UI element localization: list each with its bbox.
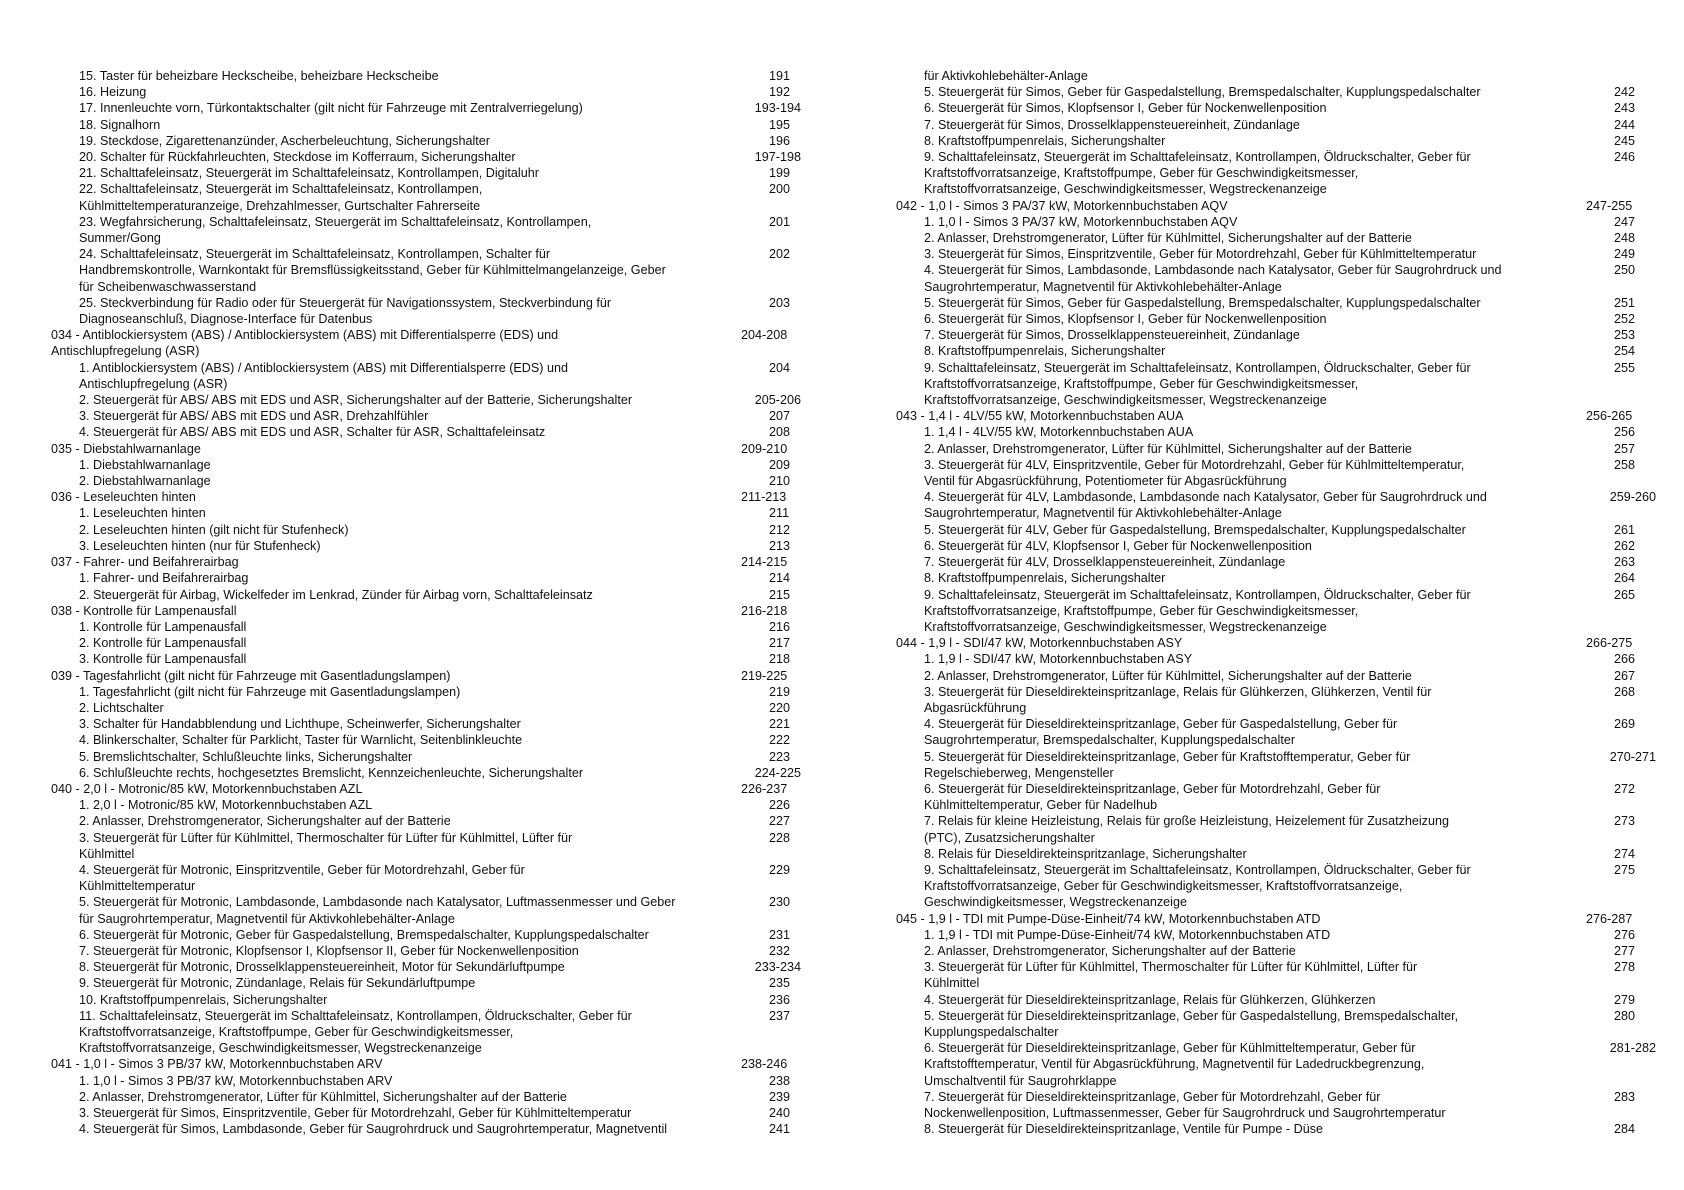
toc-entry-text: 1. 2,0 l - Motronic/85 kW, Motorkennbuchstaben AZL	[79, 798, 373, 813]
toc-entry-text: 8. Kraftstoffpumpenrelais, Sicherungshalter	[924, 344, 1166, 359]
toc-subentry	[51, 165, 801, 181]
toc-page-number: 205-206	[754, 393, 801, 408]
toc-subentry	[51, 1121, 801, 1137]
toc-subentry	[896, 214, 1656, 230]
toc-entry-text: 2. Steuergerät für ABS/ ABS mit EDS und ASR, Sicherungshalter auf der Batterie, Sicherungshalter	[79, 393, 633, 408]
toc-entry-text: 8. Steuergerät für Dieseldirekteinspritzanlage, Ventile für Pumpe - Düse	[924, 1122, 1324, 1137]
toc-subentry	[896, 570, 1656, 586]
toc-entry-text: 2. Steuergerät für Airbag, Wickelfeder im Lenkrad, Zünder für Airbag vorn, Schalttafeleinsatz	[79, 587, 593, 602]
toc-subentry	[896, 684, 1656, 716]
toc-page-number: 226-237	[741, 781, 788, 796]
toc-page-number: 204	[769, 360, 791, 375]
toc-subentry	[896, 327, 1656, 343]
toc-subentry	[51, 570, 801, 586]
toc-subentry	[51, 943, 801, 959]
toc-page-number: 241	[769, 1122, 791, 1137]
toc-subentry	[51, 246, 801, 295]
toc-entry-text: 2. Anlasser, Drehstromgenerator, Lüfter für Kühlmittel, Sicherungshalter auf der Batterie	[924, 441, 1412, 456]
toc-column-right	[896, 68, 1656, 1137]
toc-entry-text: 19. Steckdose, Zigarettenanzünder, Ascherbeleuchtung, Sicherungshalter	[79, 133, 490, 148]
toc-page-number: 278	[1614, 960, 1636, 975]
toc-page-number: 276-287	[1586, 911, 1633, 926]
toc-page-number: 264	[1614, 571, 1636, 586]
toc-entry-text: 11. Schalttafeleinsatz, Steuergerät im Schalttafeleinsatz, Kontrollampen, Öldruckschalter, Geber für Kraftstoffvorratsanzeige, Kraftstoffpumpe, Geber für Geschwindigkeitsmesser, Kraftstoffvorratsanzeige, Geschwindigkeitsmesser, Wegstreckenanzeige	[79, 1008, 632, 1056]
toc-entry-text: 1. Leseleuchten hinten	[79, 506, 206, 521]
toc-page-number: 193-194	[754, 101, 801, 116]
toc-subentry	[51, 959, 801, 975]
toc-continuation-line	[896, 68, 1656, 84]
toc-page-number: 199	[769, 166, 791, 181]
toc-page-number: 202	[769, 247, 791, 262]
toc-section-entry	[51, 781, 801, 797]
toc-page-number: 253	[1614, 328, 1636, 343]
toc-subentry	[51, 1105, 801, 1121]
toc-entry-text: 6. Steuergerät für Dieseldirekteinspritzanlage, Geber für Kühlmitteltemperatur, Geber für Kraftstofftemperatur, Ventil für Abgasrückführung, Magnetventil für Ladedruckbegrenzung, Umschaltventil für Saugrohrklappe	[924, 1041, 1425, 1088]
toc-entry-text: 2. Leseleuchten hinten (gilt nicht für Stufenheck)	[79, 522, 349, 537]
toc-subentry	[896, 457, 1656, 489]
toc-subentry	[896, 117, 1656, 133]
toc-entry-text: 5. Steuergerät für Dieseldirekteinspritzanlage, Geber für Kraftstofftemperatur, Geber für Regelschieberweg, Mengensteller	[924, 749, 1411, 780]
toc-entry-text: 10. Kraftstoffpumpenrelais, Sicherungshalter	[79, 992, 328, 1007]
toc-page-number: 223	[769, 749, 791, 764]
toc-entry-text: 3. Leseleuchten hinten (nur für Stufenheck)	[79, 538, 321, 553]
toc-entry-text: 5. Steuergerät für Simos, Geber für Gaspedalstellung, Bremspedalschalter, Kupplungspedalschalter	[924, 295, 1481, 310]
toc-entry-text: 24. Schalttafeleinsatz, Steuergerät im Schalttafeleinsatz, Kontrollampen, Schalter für Handbremskontrolle, Warnkontakt für Bremsflüssigkeitsstand, Geber für Kühlmittelmangelanzeige, Geber für Scheibenwaschwasserstand	[79, 247, 666, 294]
toc-entry-text: 4. Steuergerät für Simos, Lambdasonde, Lambdasonde nach Katalysator, Geber für Saugrohrdruck und Saugrohrtemperatur, Magnetventil für Aktivkohlebehälter-Anlage	[924, 263, 1502, 294]
toc-page-number: 249	[1614, 247, 1636, 262]
toc-entry-text: 6. Steuergerät für Simos, Klopfsensor I, Geber für Nockenwellenposition	[924, 312, 1327, 327]
toc-entry-text: 2. Kontrolle für Lampenausfall	[79, 636, 247, 651]
toc-subentry	[51, 538, 801, 554]
toc-page-number: 196	[769, 133, 791, 148]
toc-page-number: 207	[769, 409, 791, 424]
toc-subentry	[896, 311, 1656, 327]
toc-page-number: 201	[769, 214, 791, 229]
toc-page-number: 275	[1614, 862, 1636, 877]
toc-section-entry	[896, 911, 1656, 927]
toc-entry-text: 3. Steuergerät für Simos, Einspritzventile, Geber für Motordrehzahl, Geber für Kühlmitteltemperatur	[79, 1106, 632, 1120]
toc-entry-text: 5. Steuergerät für Motronic, Lambdasonde, Lambdasonde nach Katalysator, Luftmassenmesser und Geber für Saugrohrtemperatur, Magnetventil für Aktivkohlebehälter-Anlage	[79, 895, 676, 926]
toc-subentry	[896, 246, 1656, 262]
toc-subentry	[51, 360, 801, 392]
toc-subentry	[51, 684, 801, 700]
toc-page-number: 214	[769, 571, 791, 586]
toc-entry-text: 5. Bremslichtschalter, Schlußleuchte links, Sicherungshalter	[79, 749, 413, 764]
toc-page-number: 192	[769, 85, 791, 100]
toc-subentry	[896, 149, 1656, 198]
toc-entry-text: 20. Schalter für Rückfahrleuchten, Steckdose im Kofferraum, Sicherungshalter	[79, 150, 516, 165]
toc-page-number: 215	[769, 587, 791, 602]
toc-subentry	[51, 295, 801, 327]
toc-subentry	[51, 927, 801, 943]
toc-subentry	[896, 1008, 1656, 1040]
toc-subentry	[51, 813, 801, 829]
toc-page-number: 239	[769, 1089, 791, 1104]
toc-section-entry	[896, 198, 1656, 214]
toc-section-entry	[51, 554, 801, 570]
toc-section-entry	[51, 441, 801, 457]
toc-page-number: 216-218	[741, 603, 788, 618]
toc-entry-text: 4. Steuergerät für Motronic, Einspritzventile, Geber für Motordrehzahl, Geber für Kühlmitteltemperatur	[79, 862, 525, 894]
toc-page-number: 230	[769, 895, 791, 910]
toc-page-number: 220	[769, 700, 791, 715]
toc-subentry	[51, 214, 801, 246]
toc-page-number: 218	[769, 652, 791, 667]
toc-page-number: 261	[1614, 522, 1636, 537]
toc-page-number: 272	[1614, 781, 1636, 796]
toc-subentry	[896, 992, 1656, 1008]
toc-entry-text: 4. Steuergerät für 4LV, Lambdasonde, Lambdasonde nach Katalysator, Geber für Saugrohrdruck und Saugrohrtemperatur, Magnetventil für Aktivkohlebehälter-Anlage	[924, 490, 1487, 521]
toc-entry-text: 7. Steuergerät für Simos, Drosselklappensteuereinheit, Zündanlage	[924, 328, 1300, 343]
toc-subentry	[51, 975, 801, 991]
toc-entry-text: 038 - Kontrolle für Lampenausfall	[51, 603, 237, 618]
toc-entry-text: 3. Steuergerät für 4LV, Einspritzventile, Geber für Motordrehzahl, Geber für Kühlmitteltemperatur, Ventil für Abgasrückführung, Potentiometer für Abgasrückführung	[924, 457, 1465, 489]
toc-page-number: 209	[769, 457, 791, 472]
toc-entry-text: 23. Wegfahrsicherung, Schalttafeleinsatz, Steuergerät im Schalttafeleinsatz, Kontrollampen, Summer/Gong	[79, 214, 592, 246]
toc-column-left	[51, 68, 801, 1137]
toc-subentry	[896, 295, 1656, 311]
toc-entry-text: 1. Antiblockiersystem (ABS) / Antiblockiersystem (ABS) mit Differentialsperre (EDS) und Antischlupfregelung (ASR)	[79, 360, 568, 391]
toc-page-number: 222	[769, 733, 791, 748]
toc-entry-text: 037 - Fahrer- und Beifahrerairbag	[51, 555, 239, 570]
toc-page-number: 283	[1614, 1089, 1636, 1104]
toc-section-entry	[51, 603, 801, 619]
toc-entry-text: 21. Schalttafeleinsatz, Steuergerät im Schalttafeleinsatz, Kontrollampen, Digitaluhr	[79, 166, 539, 181]
toc-entry-text: 3. Steuergerät für Lüfter für Kühlmittel, Thermoschalter für Lüfter für Kühlmittel, Lüfter für Kühlmittel	[79, 830, 573, 861]
toc-entry-text: 9. Steuergerät für Motronic, Zündanlage, Relais für Sekundärluftpumpe	[79, 976, 476, 991]
toc-page-number: 244	[1614, 117, 1636, 132]
toc-page-number: 226	[769, 798, 791, 813]
toc-entry-text: 045 - 1,9 l - TDI mit Pumpe-Düse-Einheit/74 kW, Motorkennbuchstaben ATD	[896, 911, 1321, 926]
toc-subentry	[896, 1121, 1656, 1137]
toc-entry-text: 3. Schalter für Handabblendung und Lichthupe, Scheinwerfer, Sicherungshalter	[79, 717, 521, 732]
toc-section-entry	[51, 489, 801, 505]
toc-entry-text: 041 - 1,0 l - Simos 3 PB/37 kW, Motorkennbuchstaben ARV	[51, 1057, 383, 1072]
toc-subentry	[51, 749, 801, 765]
toc-page-number: 246	[1614, 150, 1636, 165]
toc-entry-text: 9. Schalttafeleinsatz, Steuergerät im Schalttafeleinsatz, Kontrollampen, Öldruckschalter, Geber für Kraftstoffvorratsanzeige, Kraftstoffpumpe, Geber für Geschwindigkeitsmesser, Kraftstoffvorratsanzeige, Geschwindigkeitsmesser, Wegstreckenanzeige	[924, 360, 1471, 408]
toc-subentry	[51, 84, 801, 100]
toc-subentry	[896, 959, 1656, 991]
toc-page-number: 221	[769, 717, 791, 732]
toc-page-number: 233-234	[754, 960, 801, 975]
toc-page-number: 245	[1614, 133, 1636, 148]
toc-subentry	[51, 1089, 801, 1105]
toc-entry-text: 2. Anlasser, Drehstromgenerator, Lüfter für Kühlmittel, Sicherungshalter auf der Batterie	[924, 231, 1412, 246]
toc-entry-text: 8. Kraftstoffpumpenrelais, Sicherungshalter	[924, 571, 1166, 586]
toc-page-number: 219	[769, 684, 791, 699]
toc-page-number: 197-198	[754, 150, 801, 165]
toc-subentry	[51, 181, 801, 213]
toc-entry-text: 17. Innenleuchte vorn, Türkontaktschalter (gilt nicht für Fahrzeuge mit Zentralverriegelung)	[79, 101, 583, 116]
toc-page-number: 250	[1614, 263, 1636, 278]
toc-subentry	[51, 100, 801, 116]
toc-page-number: 204-208	[741, 328, 788, 343]
toc-entry-text: 2. Diebstahlwarnanlage	[79, 474, 211, 489]
toc-subentry	[51, 522, 801, 538]
toc-subentry	[896, 84, 1656, 100]
toc-subentry	[51, 732, 801, 748]
toc-entry-text: 4. Steuergerät für Dieseldirekteinspritzanlage, Geber für Gaspedalstellung, Geber für Saugrohrtemperatur, Bremspedalschalter, Kupplungspedalschalter	[924, 717, 1398, 748]
toc-entry-text: 4. Steuergerät für Dieseldirekteinspritzanlage, Relais für Glühkerzen, Glühkerzen	[924, 992, 1376, 1007]
toc-entry-text: 3. Steuergerät für ABS/ ABS mit EDS und ASR, Drehzahlfühler	[79, 409, 429, 424]
toc-page-number: 257	[1614, 441, 1636, 456]
toc-subentry	[51, 992, 801, 1008]
toc-page-number: 258	[1614, 457, 1636, 472]
toc-entry-text: 7. Steuergerät für Simos, Drosselklappensteuereinheit, Zündanlage	[924, 117, 1300, 132]
toc-subentry	[51, 133, 801, 149]
toc-page-number: 210	[769, 474, 791, 489]
toc-entry-text: 5. Steuergerät für Dieseldirekteinspritzanlage, Geber für Gaspedalstellung, Bremspedalschalter, Kupplungspedalschalter	[924, 1008, 1459, 1039]
toc-entry-text: 1. Kontrolle für Lampenausfall	[79, 619, 247, 634]
toc-subentry	[896, 651, 1656, 667]
toc-page-number: 208	[769, 425, 791, 440]
toc-entry-text: 044 - 1,9 l - SDI/47 kW, Motorkennbuchstaben ASY	[896, 636, 1183, 651]
toc-page-number: 209-210	[741, 441, 788, 456]
toc-entry-text: 18. Signalhorn	[79, 117, 161, 132]
toc-entry-text: 039 - Tagesfahrlicht (gilt nicht für Fahrzeuge mit Gasentladungslampen)	[51, 668, 451, 683]
toc-page-number: 237	[769, 1008, 791, 1023]
toc-page-number: 238	[769, 1073, 791, 1088]
toc-page-number: 276	[1614, 927, 1636, 942]
toc-subentry	[51, 830, 801, 862]
toc-page-number: 268	[1614, 684, 1636, 699]
toc-subentry	[896, 716, 1656, 748]
toc-page-number: 267	[1614, 668, 1636, 683]
toc-entry-text: 9. Schalttafeleinsatz, Steuergerät im Schalttafeleinsatz, Kontrollampen, Öldruckschalter, Geber für Kraftstoffvorratsanzeige, Geber für Geschwindigkeitsmesser, Kraftstoffvorratsanzeige, Geschwindigkeitsmesser, Wegstreckenanzeige	[924, 862, 1471, 910]
toc-subentry	[896, 862, 1656, 911]
toc-subentry	[51, 651, 801, 667]
toc-entry-text: 042 - 1,0 l - Simos 3 PA/37 kW, Motorkennbuchstaben AQV	[896, 198, 1228, 213]
toc-subentry	[896, 846, 1656, 862]
toc-entry-text: 1. 1,9 l - SDI/47 kW, Motorkennbuchstaben ASY	[924, 652, 1193, 667]
toc-entry-text: 8. Kraftstoffpumpenrelais, Sicherungshalter	[924, 133, 1166, 148]
toc-page-number: 279	[1614, 992, 1636, 1007]
toc-page-number: 273	[1614, 814, 1636, 829]
toc-entry-text: 4. Blinkerschalter, Schalter für Parklicht, Taster für Warnlicht, Seitenblinkleuchte	[79, 733, 523, 748]
toc-entry-text: 8. Relais für Dieseldirekteinspritzanlage, Sicherungshalter	[924, 846, 1247, 861]
toc-entry-text: 6. Schlußleuchte rechts, hochgesetztes Bremslicht, Kennzeichenleuchte, Sicherungshalter	[79, 765, 584, 780]
toc-page-number: 248	[1614, 231, 1636, 246]
toc-subentry	[51, 619, 801, 635]
toc-subentry	[51, 424, 801, 440]
toc-entry-text: 035 - Diebstahlwarnanlage	[51, 441, 201, 456]
toc-page-number: 203	[769, 295, 791, 310]
toc-entry-text: für Aktivkohlebehälter-Anlage	[924, 69, 1088, 83]
toc-entry-text: 1. 1,0 l - Simos 3 PA/37 kW, Motorkennbuchstaben AQV	[924, 214, 1238, 229]
toc-entry-text: 6. Steuergerät für Simos, Klopfsensor I, Geber für Nockenwellenposition	[924, 101, 1327, 116]
toc-subentry	[896, 538, 1656, 554]
toc-page-number: 251	[1614, 295, 1636, 310]
toc-entry-text: 3. Steuergerät für Simos, Einspritzventile, Geber für Motordrehzahl, Geber für Kühlmitteltemperatur	[924, 247, 1477, 262]
toc-page-number: 200	[769, 182, 791, 197]
toc-page-number: 211	[769, 506, 790, 521]
toc-subentry	[51, 457, 801, 473]
toc-page-number: 256-265	[1586, 409, 1633, 424]
toc-page-number: 213	[769, 538, 791, 553]
toc-subentry	[896, 360, 1656, 409]
toc-subentry	[896, 1040, 1656, 1089]
toc-entry-text: 4. Steuergerät für Simos, Lambdasonde, Geber für Saugrohrdruck und Saugrohrtemperatur, Magnetventil	[79, 1122, 668, 1137]
toc-page-number: 284	[1614, 1122, 1636, 1137]
toc-entry-text: 1. Tagesfahrlicht (gilt nicht für Fahrzeuge mit Gasentladungslampen)	[79, 684, 461, 699]
toc-subentry	[51, 894, 801, 926]
toc-page-number: 269	[1614, 717, 1636, 732]
toc-subentry	[896, 489, 1656, 521]
toc-subentry	[896, 927, 1656, 943]
toc-entry-text: 6. Steuergerät für Motronic, Geber für Gaspedalstellung, Bremspedalschalter, Kupplungspedalschalter	[79, 927, 649, 942]
toc-subentry	[51, 473, 801, 489]
toc-subentry	[896, 943, 1656, 959]
toc-entry-text: 2. Lichtschalter	[79, 700, 164, 715]
toc-subentry	[51, 117, 801, 133]
toc-entry-text: 7. Relais für kleine Heizleistung, Relais für große Heizleistung, Heizelement für Zusatzheizung (PTC), Zusatzsicherungshalter	[924, 814, 1449, 845]
toc-entry-text: 22. Schalttafeleinsatz, Steuergerät im Schalttafeleinsatz, Kontrollampen, Kühlmitteltemperaturanzeige, Drehzahlmesser, Gurtschalter Fahrerseite	[79, 182, 483, 213]
toc-entry-text: 6. Steuergerät für 4LV, Klopfsensor I, Geber für Nockenwellenposition	[924, 538, 1312, 553]
toc-page-number: 195	[769, 117, 791, 132]
toc-entry-text: 7. Steuergerät für Motronic, Klopfsensor I, Klopfsensor II, Geber für Nockenwellenposition	[79, 943, 579, 958]
toc-page-number: 266	[1614, 652, 1636, 667]
toc-entry-text: 3. Steuergerät für Lüfter für Kühlmittel, Thermoschalter für Lüfter für Kühlmittel, Lüfter für Kühlmittel	[924, 960, 1418, 991]
toc-entry-text: 1. Fahrer- und Beifahrerairbag	[79, 571, 249, 586]
toc-page-number: 277	[1614, 943, 1636, 958]
toc-entry-text: 2. Anlasser, Drehstromgenerator, Lüfter für Kühlmittel, Sicherungshalter auf der Batterie	[79, 1089, 567, 1104]
toc-page-number: 238-246	[741, 1057, 788, 1072]
toc-page-number: 265	[1614, 587, 1636, 602]
toc-subentry	[896, 813, 1656, 845]
toc-entry-text: 7. Steuergerät für Dieseldirekteinspritzanlage, Geber für Motordrehzahl, Geber für Nockenwellenposition, Luftmassenmesser, Geber für Saugrohrdruck und Saugrohrtemperatur	[924, 1089, 1446, 1120]
toc-page-number: 255	[1614, 360, 1636, 375]
toc-page-number: 252	[1614, 312, 1636, 327]
toc-page-number: 240	[769, 1106, 791, 1120]
toc-subentry	[896, 133, 1656, 149]
toc-entry-text: 040 - 2,0 l - Motronic/85 kW, Motorkennbuchstaben AZL	[51, 781, 363, 796]
toc-page-number: 266-275	[1586, 636, 1633, 651]
toc-subentry	[896, 1089, 1656, 1121]
toc-entry-text: 3. Steuergerät für Dieseldirekteinspritzanlage, Relais für Glühkerzen, Glühkerzen, Ventil für Abgasrückführung	[924, 684, 1432, 715]
toc-subentry	[896, 230, 1656, 246]
toc-page-number: 270-271	[1609, 749, 1656, 764]
toc-subentry	[51, 392, 801, 408]
toc-subentry	[51, 1073, 801, 1089]
toc-entry-text: 16. Heizung	[79, 85, 147, 100]
toc-page-number: 217	[769, 636, 791, 651]
toc-subentry	[51, 68, 801, 84]
toc-entry-text: 2. Anlasser, Drehstromgenerator, Sicherungshalter auf der Batterie	[924, 943, 1296, 958]
toc-subentry	[896, 781, 1656, 813]
toc-page-number: 227	[769, 814, 791, 829]
toc-subentry	[51, 765, 801, 781]
toc-entry-text: 1. 1,9 l - TDI mit Pumpe-Düse-Einheit/74 kW, Motorkennbuchstaben ATD	[924, 927, 1331, 942]
toc-subentry	[896, 554, 1656, 570]
toc-page-number: 259-260	[1609, 490, 1656, 505]
toc-subentry	[896, 441, 1656, 457]
toc-entry-text: 5. Steuergerät für Simos, Geber für Gaspedalstellung, Bremspedalschalter, Kupplungspedalschalter	[924, 85, 1481, 100]
toc-page-number: 191	[769, 69, 791, 83]
toc-subentry	[51, 862, 801, 894]
toc-subentry	[51, 797, 801, 813]
toc-entry-text: 1. 1,0 l - Simos 3 PB/37 kW, Motorkennbuchstaben ARV	[79, 1073, 393, 1088]
toc-subentry	[51, 505, 801, 521]
toc-page-number: 242	[1614, 85, 1636, 100]
toc-subentry	[51, 587, 801, 603]
toc-page-number: 247-255	[1586, 198, 1633, 213]
toc-entry-text: 6. Steuergerät für Dieseldirekteinspritzanlage, Geber für Motordrehzahl, Geber für Kühlmitteltemperatur, Geber für Nadelhub	[924, 781, 1381, 813]
toc-page-number: 224-225	[754, 765, 801, 780]
toc-subentry	[896, 100, 1656, 116]
toc-subentry	[896, 343, 1656, 359]
toc-page-number: 263	[1614, 555, 1636, 570]
toc-entry-text: 4. Steuergerät für ABS/ ABS mit EDS und ASR, Schalter für ASR, Schalttafeleinsatz	[79, 425, 546, 440]
toc-subentry	[896, 749, 1656, 781]
toc-page-number: 229	[769, 862, 791, 877]
toc-entry-text: 7. Steuergerät für 4LV, Drosselklappensteuereinheit, Zündanlage	[924, 555, 1286, 570]
toc-page-number: 254	[1614, 344, 1636, 359]
toc-page-number: 228	[769, 830, 791, 845]
toc-page-number: 280	[1614, 1008, 1636, 1023]
toc-section-entry	[51, 1056, 801, 1072]
toc-entry-text: 9. Schalttafeleinsatz, Steuergerät im Schalttafeleinsatz, Kontrollampen, Öldruckschalter, Geber für Kraftstoffvorratsanzeige, Kraftstoffpumpe, Geber für Geschwindigkeitsmesser, Kraftstoffvorratsanzeige, Geschwindigkeitsmesser, Wegstreckenanzeige	[924, 150, 1471, 197]
toc-page-number: 247	[1614, 214, 1636, 229]
toc-entry-text: 2. Anlasser, Drehstromgenerator, Sicherungshalter auf der Batterie	[79, 814, 451, 829]
toc-subentry	[896, 424, 1656, 440]
toc-page-number: 236	[769, 992, 791, 1007]
toc-page-number: 232	[769, 943, 791, 958]
toc-subentry	[896, 262, 1656, 294]
toc-entry-text: 9. Schalttafeleinsatz, Steuergerät im Schalttafeleinsatz, Kontrollampen, Öldruckschalter, Geber für Kraftstoffvorratsanzeige, Kraftstoffpumpe, Geber für Geschwindigkeitsmesser, Kraftstoffvorratsanzeige, Geschwindigkeitsmesser, Wegstreckenanzeige	[924, 587, 1471, 634]
toc-page-number: 256	[1614, 425, 1636, 440]
toc-page-number: 231	[769, 927, 791, 942]
toc-subentry	[896, 522, 1656, 538]
toc-page-number: 214-215	[741, 555, 788, 570]
toc-subentry	[51, 1008, 801, 1057]
toc-section-entry	[51, 668, 801, 684]
toc-subentry	[896, 668, 1656, 684]
toc-entry-text: 1. 1,4 l - 4LV/55 kW, Motorkennbuchstaben AUA	[924, 425, 1194, 440]
toc-entry-text: 15. Taster für beheizbare Heckscheibe, beheizbare Heckscheibe	[79, 69, 439, 83]
toc-subentry	[51, 716, 801, 732]
toc-page-number: 262	[1614, 538, 1636, 553]
toc-subentry	[896, 587, 1656, 636]
toc-section-entry	[51, 327, 801, 359]
toc-entry-text: 5. Steuergerät für 4LV, Geber für Gaspedalstellung, Bremspedalschalter, Kupplungspedalschalter	[924, 522, 1466, 537]
toc-entry-text: 1. Diebstahlwarnanlage	[79, 457, 211, 472]
toc-page-number: 243	[1614, 101, 1636, 116]
toc-page-number: 216	[769, 619, 791, 634]
toc-page-number: 219-225	[741, 668, 788, 683]
toc-entry-text: 8. Steuergerät für Motronic, Drosselklappensteuereinheit, Motor für Sekundärluftpumpe	[79, 960, 565, 975]
toc-entry-text: 3. Kontrolle für Lampenausfall	[79, 652, 247, 667]
toc-page-number: 281-282	[1609, 1041, 1656, 1056]
toc-entry-text: 034 - Antiblockiersystem (ABS) / Antiblockiersystem (ABS) mit Differentialsperre (EDS) und Antischlupfregelung (ASR)	[51, 328, 559, 359]
toc-section-entry	[896, 408, 1656, 424]
toc-page-number: 235	[769, 976, 791, 991]
toc-entry-text: 043 - 1,4 l - 4LV/55 kW, Motorkennbuchstaben AUA	[896, 409, 1184, 424]
toc-subentry	[51, 700, 801, 716]
toc-section-entry	[896, 635, 1656, 651]
toc-page-number: 212	[769, 522, 791, 537]
toc-entry-text: 2. Anlasser, Drehstromgenerator, Lüfter für Kühlmittel, Sicherungshalter auf der Batterie	[924, 668, 1412, 683]
toc-subentry	[51, 408, 801, 424]
toc-page-number: 211-213	[741, 490, 787, 505]
toc-subentry	[51, 149, 801, 165]
toc-entry-text: 036 - Leseleuchten hinten	[51, 490, 196, 505]
toc-subentry	[51, 635, 801, 651]
toc-entry-text: 25. Steckverbindung für Radio oder für Steuergerät für Navigationssystem, Steckverbindung für Diagnoseanschluß, Diagnose-Interface für Datenbus	[79, 295, 612, 327]
toc-page-number: 274	[1614, 846, 1636, 861]
